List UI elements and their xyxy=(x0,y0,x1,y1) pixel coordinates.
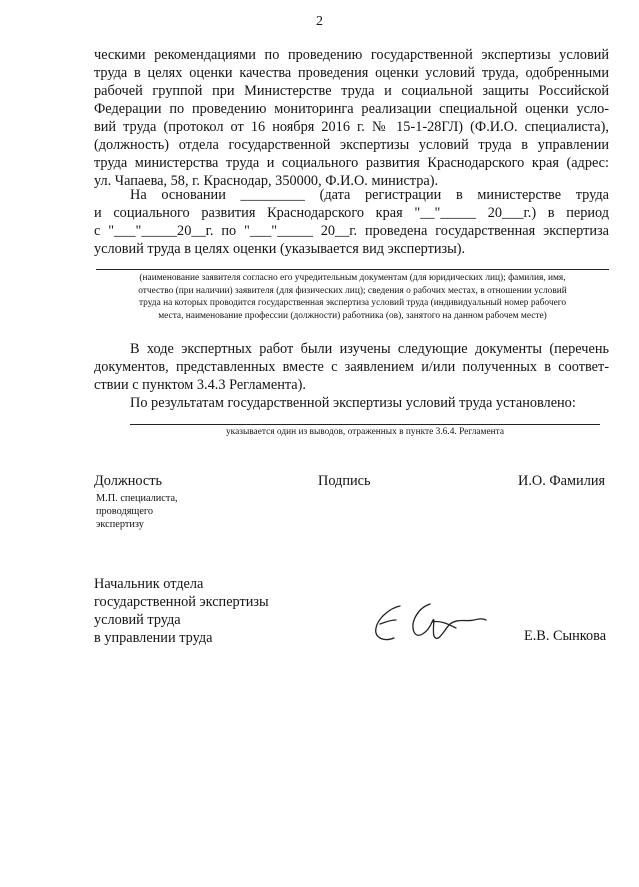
title-line: государственной экспертизы xyxy=(94,594,269,610)
position-label: Должность xyxy=(94,473,162,489)
results-note xyxy=(130,426,600,439)
text-line: Федерации по проведению мониторинга реализации специальной оценки усло- xyxy=(94,101,609,117)
note-line: отчество (при наличии) заявителя (для физических лиц); сведения о рабочих местах, в отношении условий xyxy=(138,285,567,296)
text-line: рабочей группой при Министерстве труда и социальной защиты Российской xyxy=(94,83,609,99)
text-line: В ходе экспертных работ были изучены следующие документы (перечень xyxy=(130,341,609,357)
text-line: ствии с пунктом 3.4.3 Регламента). xyxy=(94,377,306,393)
page-number: 2 xyxy=(316,14,323,29)
text-line: документов, представленных вместе с заявлением и/или полученных в соответ- xyxy=(94,359,609,375)
handwritten-signature xyxy=(370,598,490,648)
title-line: условий труда xyxy=(94,612,181,628)
note-line: (наименование заявителя согласно его учредительным документам (для юридических лиц); фамилия, имя, xyxy=(139,273,566,283)
title-line: Начальник отдела xyxy=(94,576,204,592)
text-line: и социального развития Краснодарского края "__"_____ 20___г.) в период xyxy=(94,205,609,221)
intro-paragraph xyxy=(94,46,609,190)
stamp-line: М.П. специалиста, xyxy=(96,493,178,504)
basis-paragraph xyxy=(94,186,609,258)
chief-title xyxy=(94,575,269,647)
note-line: места, наименование профессии (должности) работника (ов), занятого на данном рабочем месте) xyxy=(158,310,547,321)
text-line: ческими рекомендациями по проведению государственной экспертизы условий xyxy=(94,47,609,63)
text-line: ул. Чапаева, 58, г. Краснодар, 350000, Ф.И.О. министра). xyxy=(94,173,439,189)
stamp-note xyxy=(96,492,178,531)
text-line: вий труда (протокол от 16 ноября 2016 г. № 15-1-28ГЛ) (Ф.И.О. специалиста), xyxy=(94,119,609,135)
results-fill-line xyxy=(130,424,600,425)
title-line: в управлении труда xyxy=(94,630,213,646)
name-label: И.О. Фамилия xyxy=(518,473,606,489)
note-line: указывается один из выводов, отраженных в пункте 3.6.4. Регламента xyxy=(225,427,505,437)
text-line: (должность) отдела государственной экспертизы условий труда в управлении xyxy=(94,137,609,153)
signature-label: Подпись xyxy=(318,473,371,489)
text-line: труда министерства труда и социального развития Краснодарского края (адрес: xyxy=(94,155,609,171)
stamp-line: проводящего xyxy=(96,506,154,517)
documents-paragraph xyxy=(94,340,609,394)
note-line: труда на которых проводится государственная экспертиза условий труда (индивидуальный номер рабочего xyxy=(138,298,567,309)
chief-name: Е.В. Сынкова xyxy=(524,628,607,644)
text-line: труда в целях оценки качества проведения оценки условий труда, одобренными xyxy=(94,65,609,81)
results-text: По результатам государственной экспертизы условий труда установлено: xyxy=(130,395,576,411)
text-line: с "___"_____20__г. по "___"_____ 20__г. проведена государственная экспертиза xyxy=(94,223,609,239)
text-line: На основании _________ (дата регистрации в министерстве труда xyxy=(130,187,609,203)
stamp-line: экспертизу xyxy=(96,519,144,530)
text-line: условий труда в целях оценки (указывается вид экспертизы). xyxy=(94,241,466,257)
applicant-note xyxy=(96,272,609,322)
applicant-fill-line xyxy=(96,269,609,270)
